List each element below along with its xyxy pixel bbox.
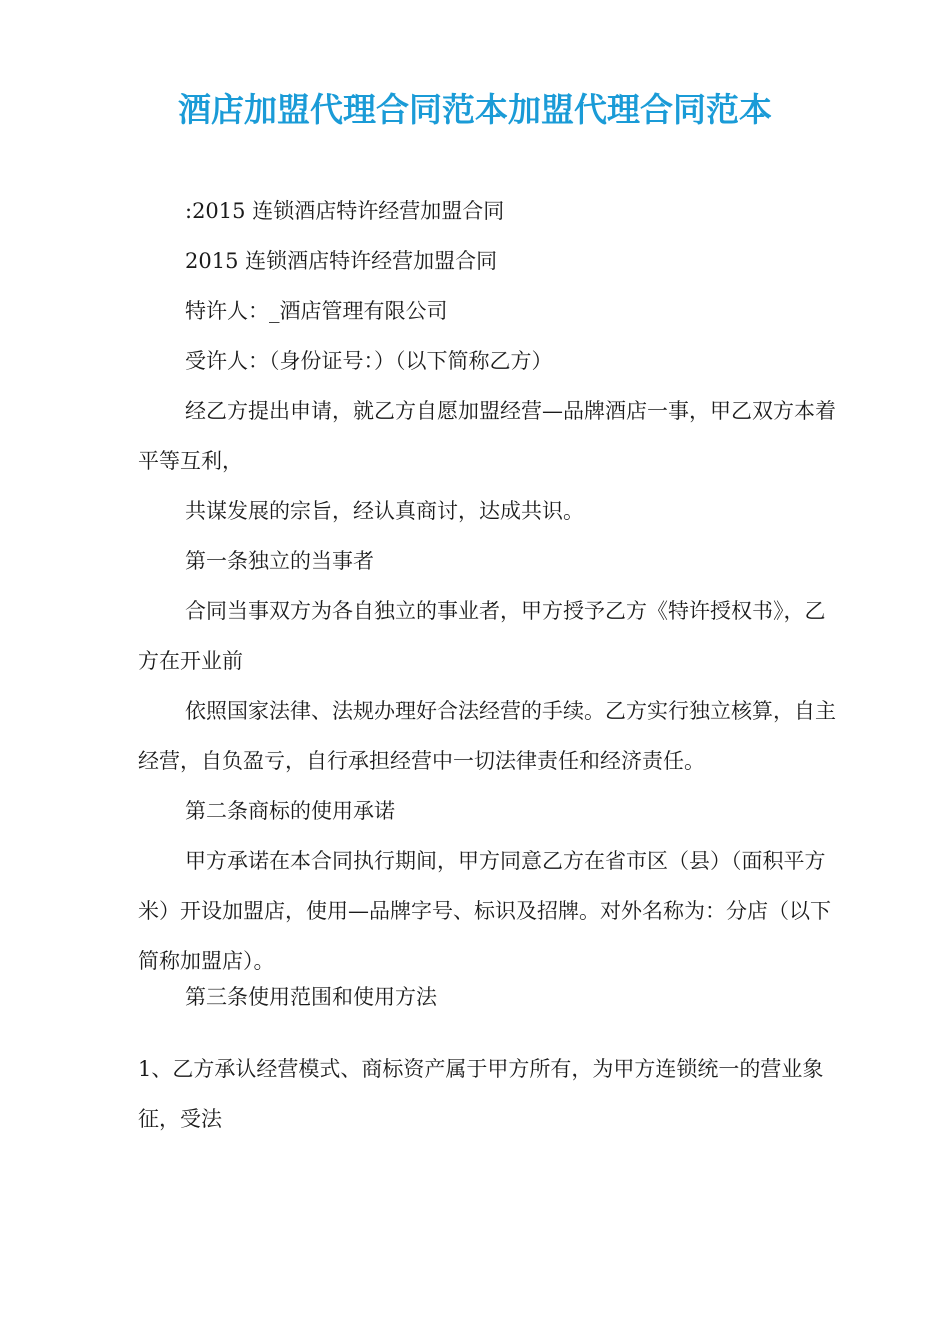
section-heading: 第一条独立的当事者 [185, 549, 374, 573]
paragraph: 1、乙方承认经营模式、商标资产属于甲方所有，为甲方连锁统一的营业象征，受法 [138, 1057, 824, 1131]
paragraph: 共谋发展的宗旨，经认真商讨，达成共识。 [185, 499, 584, 523]
paragraph: 合同当事双方为各自独立的事业者，甲方授予乙方《特许授权书》，乙方在开业前 [138, 599, 826, 673]
paragraph: 受许人：（身份证号：）（以下简称乙方） [185, 349, 553, 373]
paragraph: 特许人：_酒店管理有限公司 [185, 299, 448, 323]
document-title: 酒店加盟代理合同范本加盟代理合同范本 [178, 90, 772, 129]
paragraph: 甲方承诺在本合同执行期间，甲方同意乙方在省市区（县）（面积平方米）开设加盟店，使用—品牌字号、标识及招牌。对外名称为：分店（以下简称加盟店）。 [138, 849, 831, 973]
paragraph: 2015 连锁酒店特许经营加盟合同 [185, 249, 498, 273]
paragraph: :2015 连锁酒店特许经营加盟合同 [185, 199, 505, 223]
document-body [138, 186, 838, 1144]
paragraph: 经乙方提出申请，就乙方自愿加盟经营—品牌酒店一事，甲乙双方本着平等互利， [138, 399, 836, 473]
section-heading: 第二条商标的使用承诺 [185, 799, 395, 823]
paragraph: 依照国家法律、法规办理好合法经营的手续。乙方实行独立核算，自主经营，自负盈亏，自行承担经营中一切法律责任和经济责任。 [138, 699, 836, 773]
section-heading: 第三条使用范围和使用方法 [185, 985, 437, 1009]
